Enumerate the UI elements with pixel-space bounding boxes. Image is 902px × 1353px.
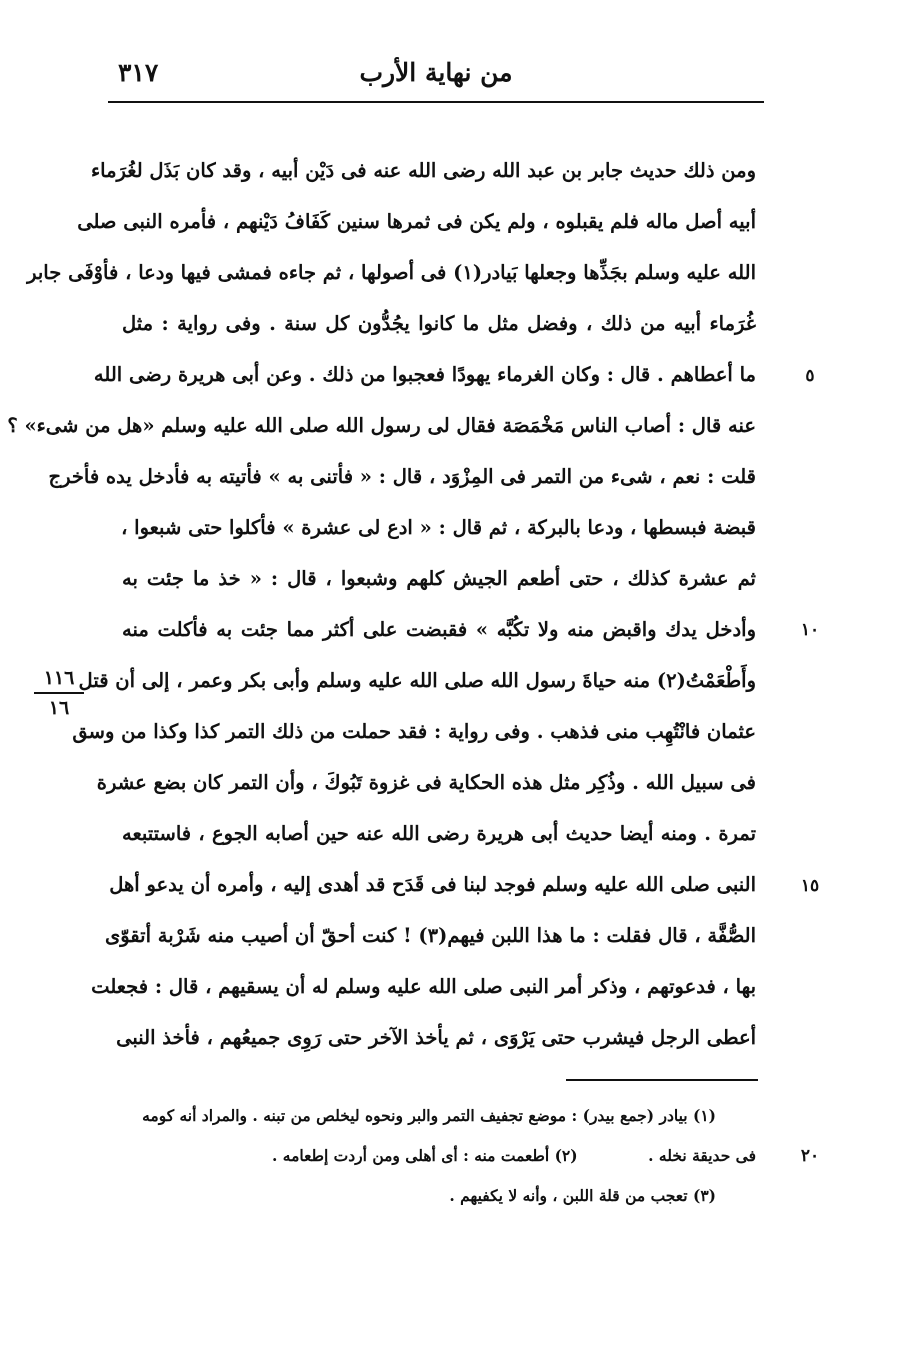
- text-line: النبى صلى الله عليه وسلم فوجد لبنا فى قَدَح قد أهدى إليه ، وأمره أن يدعو أهل: [109, 873, 756, 896]
- side-reference-denominator: ١٦: [48, 697, 70, 719]
- text-line: ثم عشرة كذلك ، حتى أطعم الجيش كلهم وشبعوا ، قال : « خذ ما جئت به: [122, 567, 756, 590]
- footnote-3: (٣) تعجب من قلة اللبن ، وأنه لا يكفيهم .: [449, 1186, 716, 1205]
- text-line: عثمان فانْتُهِب منى فذهب . وفى رواية : فقد حملت من ذلك التمر كذا وكذا من وسق: [72, 720, 756, 743]
- text-line: فى سبيل الله . وذُكِر مثل هذه الحكاية فى غزوة تَبُوكَ ، وأن التمر كان بضع عشرة: [96, 771, 756, 794]
- fraction-bar: [34, 692, 84, 694]
- text-line: الله عليه وسلم بجَذِّها وجعلها بَيادر(١) فى أصولها ، ثم جاءه فمشى فيها ودعا ، فأوْفَى جابر: [27, 261, 756, 284]
- text-line: تمرة . ومنه أيضا حديث أبى هريرة رضى الله عنه حين أصابه الجوع ، فاستتبعه: [122, 822, 756, 845]
- text-line: ما أعطاهم . قال : وكان الغرماء يهودًا فعجبوا من ذلك . وعن أبى هريرة رضى الله: [93, 363, 756, 386]
- text-line: ومن ذلك حديث جابر بن عبد الله رضى الله عنه فى دَيْن أبيه ، وقد كان بَذَل لغُرَماء: [90, 159, 756, 182]
- text-line: عنه قال : أصاب الناس مَخْمَصَة فقال لى رسول الله صلى الله عليه وسلم «هل من شىء» ؟: [7, 414, 756, 437]
- footnote-1-line-2: فى حديقة نخله .: [648, 1146, 756, 1165]
- footnote-1-line-1: (١) بيادر (جمع بيدر) : موضع تجفيف التمر والبر ونحوه ليخلص من تبنه . والمراد أنه كومه: [142, 1106, 716, 1125]
- side-reference-numerator: ١١٦: [43, 667, 75, 689]
- side-reference: [28, 666, 90, 720]
- footnote-rule: [566, 1079, 758, 1081]
- text-line: وأَطْعَمْتُ(٢) منه حياةَ رسول الله صلى الله عليه وسلم وأبى بكر وعمر ، إلى أن قتل: [78, 669, 756, 692]
- header-rule: [108, 101, 764, 103]
- text-line: أعطى الرجل فيشرب حتى يَرْوَى ، ثم يأخذ الآخر حتى رَوِى جميعُهم ، فأخذ النبى: [116, 1026, 756, 1049]
- line-number-5: ٥: [805, 366, 815, 386]
- text-line: قبضة فبسطها ، ودعا بالبركة ، ثم قال : « ادع لى عشرة » فأكلوا حتى شبعوا ،: [121, 516, 756, 539]
- running-title: من نهاية الأرب: [359, 58, 513, 87]
- footnote-2: (٢) أطعمت منه : أى أهلى ومن أردت إطعامه .: [272, 1146, 578, 1165]
- footnotes: [122, 1096, 756, 1216]
- footnote-row-2: [122, 1136, 756, 1176]
- running-header: [108, 54, 764, 98]
- text-line: الصُّفَّة ، قال فقلت : ما هذا اللبن فيهم(٣) ! كنت أحقّ أن أصيب منه شَرْبة أتقوّى: [104, 924, 756, 947]
- text-line: قلت : نعم ، شىء من التمر فى المِزْوَد ، قال : « فأتنى به » فأتيته به فأدخل يده فأخرج: [48, 465, 756, 488]
- line-number-15: ١٥: [800, 876, 820, 896]
- page-number: ٣١٧: [118, 58, 159, 87]
- line-number-20: ٢٠: [800, 1146, 820, 1166]
- line-number-10: ١٠: [800, 620, 820, 640]
- text-line: غُرَماء أبيه من ذلك ، وفضل مثل ما كانوا يجُدُّون كل سنة . وفى رواية : مثل: [122, 312, 756, 335]
- text-line: بها ، فدعوتهم ، وذكر أمر النبى صلى الله عليه وسلم له أن يسقيهم ، قال : فجعلت: [91, 975, 756, 998]
- text-line: وأدخل يدك واقبض منه ولا تكُبَّه » فقبضت على أكثر مما جئت به فأكلت منه: [122, 618, 756, 641]
- text-line: أبيه أصل ماله فلم يقبلوه ، ولم يكن فى ثمرها سنين كَفَافُ دَيْنهم ، فأمره النبى صلى: [77, 210, 756, 233]
